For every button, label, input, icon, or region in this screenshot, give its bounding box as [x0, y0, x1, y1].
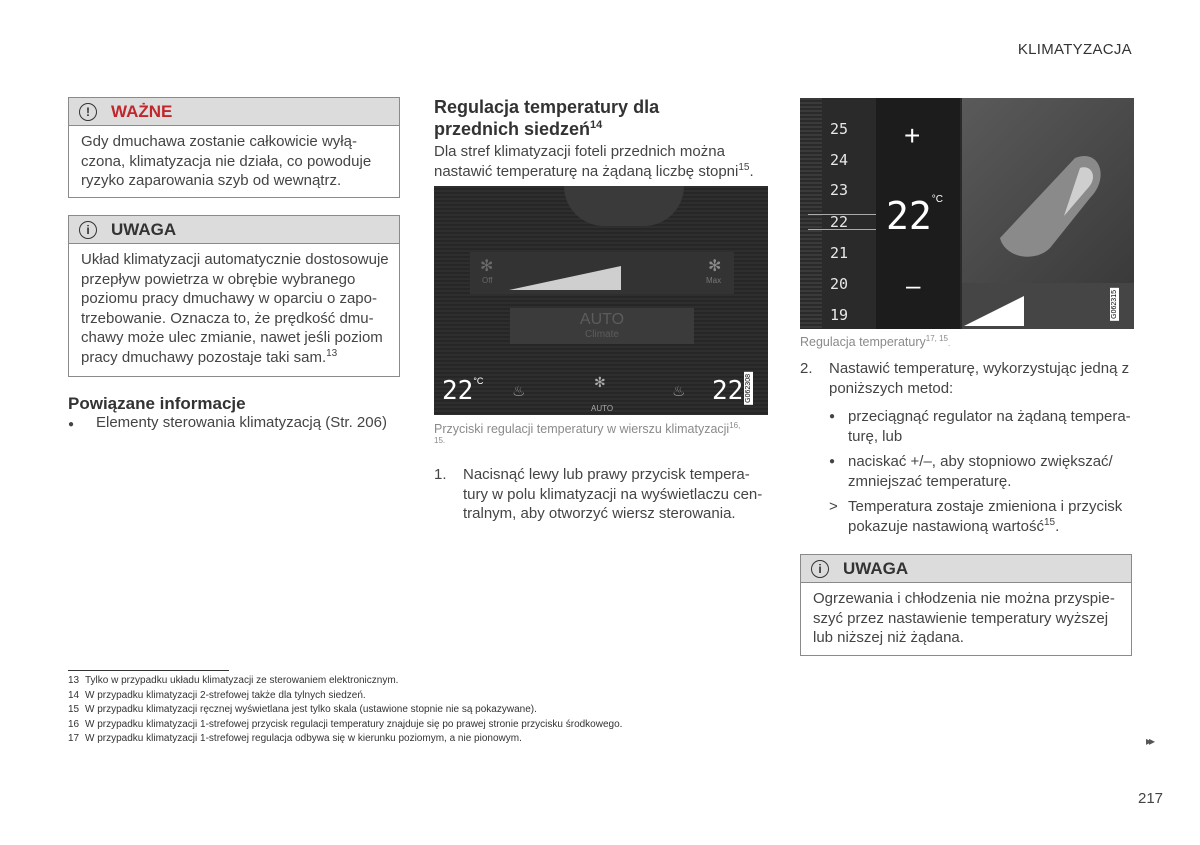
temp-left-button[interactable]: $22^{^\circ C}$	[442, 376, 484, 406]
step-2: 2. Nastawić temperaturę, wykorzystując jedną z poniższych metod: ● przeciągnąć regulator na żądaną tempera- turę, lub ● naciskać +/–, aby stopniowo zwiększać/ zmniejszać temperaturę. > Temperatura zostaje zmieniona i przycisk pokazuje nastawioną wartość$^{15}$.	[800, 359, 1134, 536]
step-1: 1. Nacisnąć lewy lub prawy przycisk tempera- tury w polu klimatyzacji na wyświetlaczu cen- tralnym, aby otworzyć wiersz sterowania.	[434, 466, 763, 522]
climate-row-figure	[434, 186, 768, 415]
related-list	[68, 413, 387, 435]
fan-off-label: Off	[482, 276, 493, 285]
figure1-caption: Przyciski regulacji temperatury w wierszu klimatyzacji$^{16,}$ 15.	[434, 420, 741, 445]
fan-level-slider[interactable]	[964, 296, 1024, 326]
note-box-header	[801, 555, 1131, 583]
fan-level-slider[interactable]	[509, 266, 621, 290]
seat-heat-right-icon[interactable]: ♨	[672, 383, 686, 400]
info-icon: i	[811, 560, 829, 578]
list-item: ● przeciągnąć regulator na żądaną tempera- turę, lub	[829, 408, 1131, 445]
temp-right-button[interactable]: 22	[712, 376, 744, 406]
footnote: 16 W przypadku klimatyzacji 1-strefowej przycisk regulacji temperatury znajduje się po prawej stronie przycisku środkowego.	[68, 718, 623, 730]
important-text: Gdy dmuchawa zostanie całkowicie wyłą- czona, klimatyzacja nie działa, co powoduje ryzyko zaparowania szyb od wewnątrz.	[81, 133, 372, 189]
related-heading: Powiązane informacje	[68, 394, 246, 413]
decrease-temp-button[interactable]: –	[906, 270, 921, 300]
footnote: 14 W przypadku klimatyzacji 2-strefowej także dla tylnych siedzeń.	[68, 689, 366, 701]
climate-label: Climate	[585, 329, 619, 340]
increase-temp-button[interactable]: +	[904, 120, 921, 151]
image-code: G062308	[745, 374, 752, 403]
seat-heat-left-icon[interactable]: ♨	[512, 383, 526, 400]
figure2-caption: Regulacja temperatury$^{17, 15}$.	[800, 333, 951, 349]
note-box	[68, 215, 400, 377]
footnote: 17 W przypadku klimatyzacji 1-strefowej regulacja odbywa się w kierunku poziomym, a nie pionowym.	[68, 733, 522, 744]
result-mark: >	[829, 498, 838, 515]
footnote: 15 W przypadku klimatyzacji ręcznej wyświetlana jest tylko skala (ustawione stopnie nie są pokazywane).	[68, 704, 537, 715]
bullet-icon: ●	[829, 456, 836, 467]
seat-graphic	[564, 186, 684, 226]
footnote-divider	[68, 670, 229, 671]
note-text: Układ klimatyzacji automatycznie dostosowuje przepływ powietrza w obrębie wybranego poziomu pracy dmuchawy w oparciu o zapo- trzebowanie. Oznacza to, że prędkość dmu- chawy może ulec zmianie, nawet jeśli poziom pracy dmuchawy pozostaje taki sam.$^{13}$	[81, 251, 389, 366]
auto-label: AUTO	[579, 311, 625, 328]
info-icon: i	[79, 221, 97, 239]
fan-off-icon[interactable]: ✻	[480, 258, 494, 275]
result-item: > Temperatura zostaje zmieniona i przycisk pokazuje nastawioną wartość$^{15}$.	[829, 498, 1123, 535]
fan-max-icon[interactable]: ✻	[708, 258, 722, 275]
current-temp-display: $22^{^\circ C}$	[886, 194, 943, 238]
note-box	[800, 554, 1132, 656]
important-box	[68, 97, 400, 198]
auto-small-label: AUTO	[591, 404, 614, 413]
important-box-header	[69, 98, 399, 126]
section-title: Regulacja temperatury dla przednich siedzeń$^{14}$	[434, 97, 660, 139]
footnotes	[68, 674, 622, 747]
related-link[interactable]: Elementy sterowania klimatyzacją (Str. 206)	[96, 414, 387, 431]
footnote-ref: 13	[326, 347, 338, 359]
image-code: G062315	[1111, 290, 1118, 319]
selected-temp-mark: 22	[808, 214, 876, 230]
fan-max-label: Max	[706, 276, 722, 285]
note-box-header	[69, 216, 399, 244]
defrost-icon[interactable]: ✻	[594, 374, 606, 390]
section-intro: Dla stref klimatyzacji foteli przednich można nastawić temperaturę na żądaną liczbę stopni$^{15}$.	[434, 143, 754, 180]
note-title: UWAGA	[111, 219, 177, 239]
auto-button[interactable]	[510, 308, 694, 344]
note-text: Ogrzewania i chłodzenia nie można przyspie- szyć przez nastawienie temperatury wyższej lub niższej niż żądana.	[813, 590, 1115, 646]
note-title: UWAGA	[843, 558, 909, 578]
bullet-icon: ●	[68, 419, 75, 430]
seat-shape	[980, 138, 1120, 278]
temp-scale[interactable]: 25 24 23 22 21 20 19	[830, 114, 876, 329]
page-number: 217	[1138, 790, 1164, 807]
exclamation-icon: !	[79, 103, 97, 121]
bullet-icon: ●	[829, 411, 836, 422]
chapter-title: KLIMATYZACJA	[1017, 41, 1132, 58]
important-title: WAŻNE	[111, 101, 173, 121]
temperature-figure	[800, 98, 1134, 329]
next-page-icon[interactable]: ▸▸	[1146, 734, 1153, 748]
footnote-ref: 14	[590, 119, 603, 131]
list-item: ● naciskać +/–, aby stopniowo zwiększać/ zmniejszać temperaturę.	[829, 453, 1113, 490]
footnote: 13 Tylko w przypadku układu klimatyzacji ze sterowaniem elektronicznym.	[68, 675, 399, 686]
